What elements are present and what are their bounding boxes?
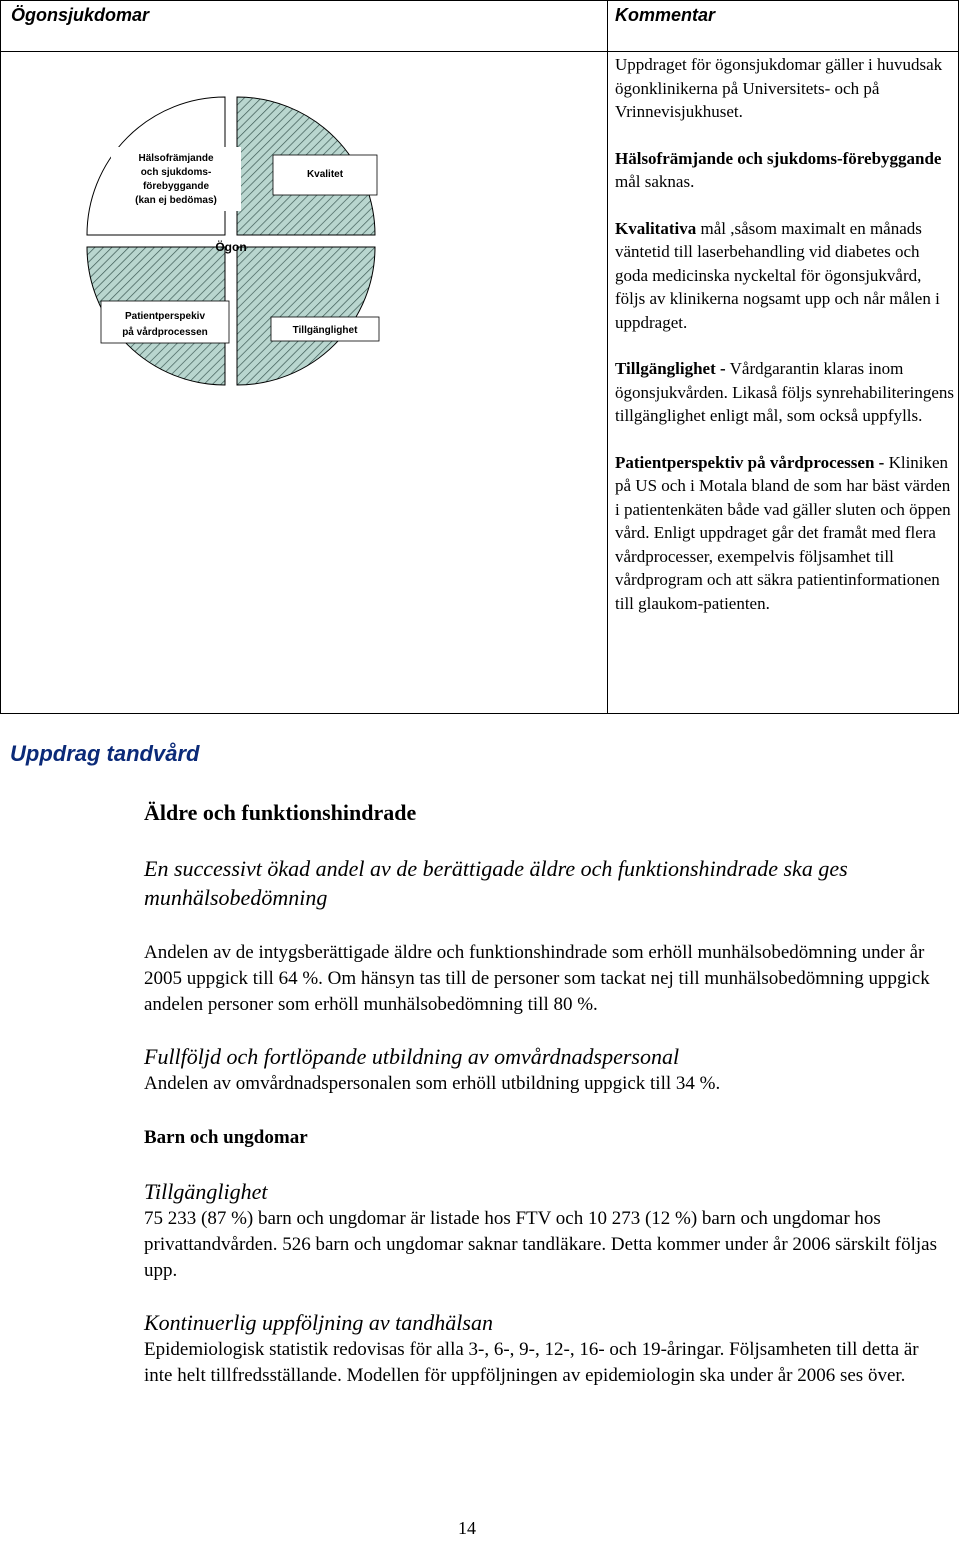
pie-svg: [81, 91, 381, 391]
label-halso-4: (kan ej bedömas): [135, 195, 217, 206]
pie-segment-tillganglighet: [237, 247, 375, 385]
aldre-text: Andelen av de intygsberättigade äldre och funktionshindrade som erhöll munhälsobedömning under år 2005 uppgick till 64 %. Om hänsyn tas till de personer som tackat nej till munhälsobedömning uppgick andelen personer som erhöll munhälsobedömning till 80 %.: [144, 942, 930, 1015]
utb-text: Andelen av omvårdnadspersonalen som erhöll utbildning uppgick till 34 %.: [144, 1073, 721, 1094]
table-header-ogonsjukdomar: Ögonsjukdomar: [11, 5, 150, 25]
comment-halso-bold: Hälsofrämjande och sjukdoms-förebyggande: [615, 148, 942, 168]
comment-pat-text: Kliniken på US och i Motala bland de som har bäst värden i patientenkäten både vad gäller sluten och öppen vård. Enligt uppdraget går det framåt med flera vårdprocesser, exempelvis följsamhet till vårdprogram och att säkra patientinformationen till glaukom-patienten.: [615, 452, 951, 613]
comment-till-bold: Tillgänglighet -: [615, 359, 726, 378]
aldre-heading: Äldre och funktionshindrade: [144, 800, 417, 825]
goal-table: [0, 0, 959, 714]
label-halso-1: Hälsofrämjande: [138, 153, 214, 164]
label-halso-3: förebyggande: [142, 181, 210, 192]
comment-pat-bold: Patientperspektiv på vårdprocessen -: [615, 452, 885, 472]
label-tillganglighet: Tillgänglighet: [292, 325, 358, 336]
goal-pie-chart: [81, 91, 381, 396]
table-header-kommentar: Kommentar: [615, 5, 716, 25]
column-divider: [607, 1, 608, 713]
comment-column: [615, 53, 955, 615]
kont-goal: Kontinuerlig uppföljning av tandhälsan: [144, 1310, 493, 1335]
kont-text: Epidemiologisk statistik redovisas för alla 3-, 6-, 9-, 12-, 16- och 19-åringar. Följsamheten till detta är inte helt tillfredsställande. Modellen för uppföljningen av epidemiologin ska under år 2006 ses över.: [144, 1339, 919, 1386]
page-number: 14: [458, 1518, 476, 1538]
section-heading: Uppdrag tandvård: [10, 741, 200, 766]
comment-kvalitet: [615, 217, 955, 335]
till-text: 75 233 (87 %) barn och ungdomar är listade hos FTV och 10 273 (12 %) barn och ungdomar hos privattandvården. 526 barn och ungdomar saknar tandläkare. Detta kommer under år 2006 särskilt följas upp.: [144, 1208, 937, 1281]
comment-tillganglighet: [615, 357, 955, 428]
comment-kval-text: mål ,såsom maximalt en månads väntetid till laserbehandling vid diabetes och goda medicinska nyckeltal för ögonsjukvård, följs av klinikerna nogsamt upp och når målen i uppdraget.: [615, 218, 940, 332]
pie-center-label: Ögon: [215, 240, 247, 254]
comment-till-text: Vårdgarantin klaras inom ögonsjukvården. Likaså följs synrehabiliteringens tillgänglighet enligt mål, som också uppfylls.: [615, 359, 954, 425]
aldre-goal: En successivt ökad andel av de berättigade äldre och funktionshindrade ska ges munhälsobedömning: [144, 856, 848, 910]
comment-halso-text: mål saknas.: [615, 172, 695, 191]
comment-kval-bold: Kvalitativa: [615, 218, 697, 238]
label-halso-2: och sjukdoms-: [140, 167, 212, 178]
header-divider: [1, 51, 958, 52]
till-goal: Tillgänglighet: [144, 1179, 268, 1204]
aldre-section: [144, 800, 944, 1389]
comment-intro: Uppdraget för ögonsjukdomar gäller i huvudsak ögonklinikerna på Universitets- och på Vrinnevisjukhuset.: [615, 55, 943, 121]
comment-halso: [615, 147, 955, 194]
label-kvalitet: Kvalitet: [306, 169, 344, 180]
label-patientperspektiv-1: Patientperspekiv: [124, 311, 206, 322]
label-patientperspektiv-2: på vårdprocessen: [122, 327, 208, 338]
utb-goal: Fullföljd och fortlöpande utbildning av omvårdnadspersonal: [144, 1044, 680, 1069]
barn-heading: Barn och ungdomar: [144, 1127, 308, 1148]
comment-patientperspektiv: [615, 451, 955, 616]
